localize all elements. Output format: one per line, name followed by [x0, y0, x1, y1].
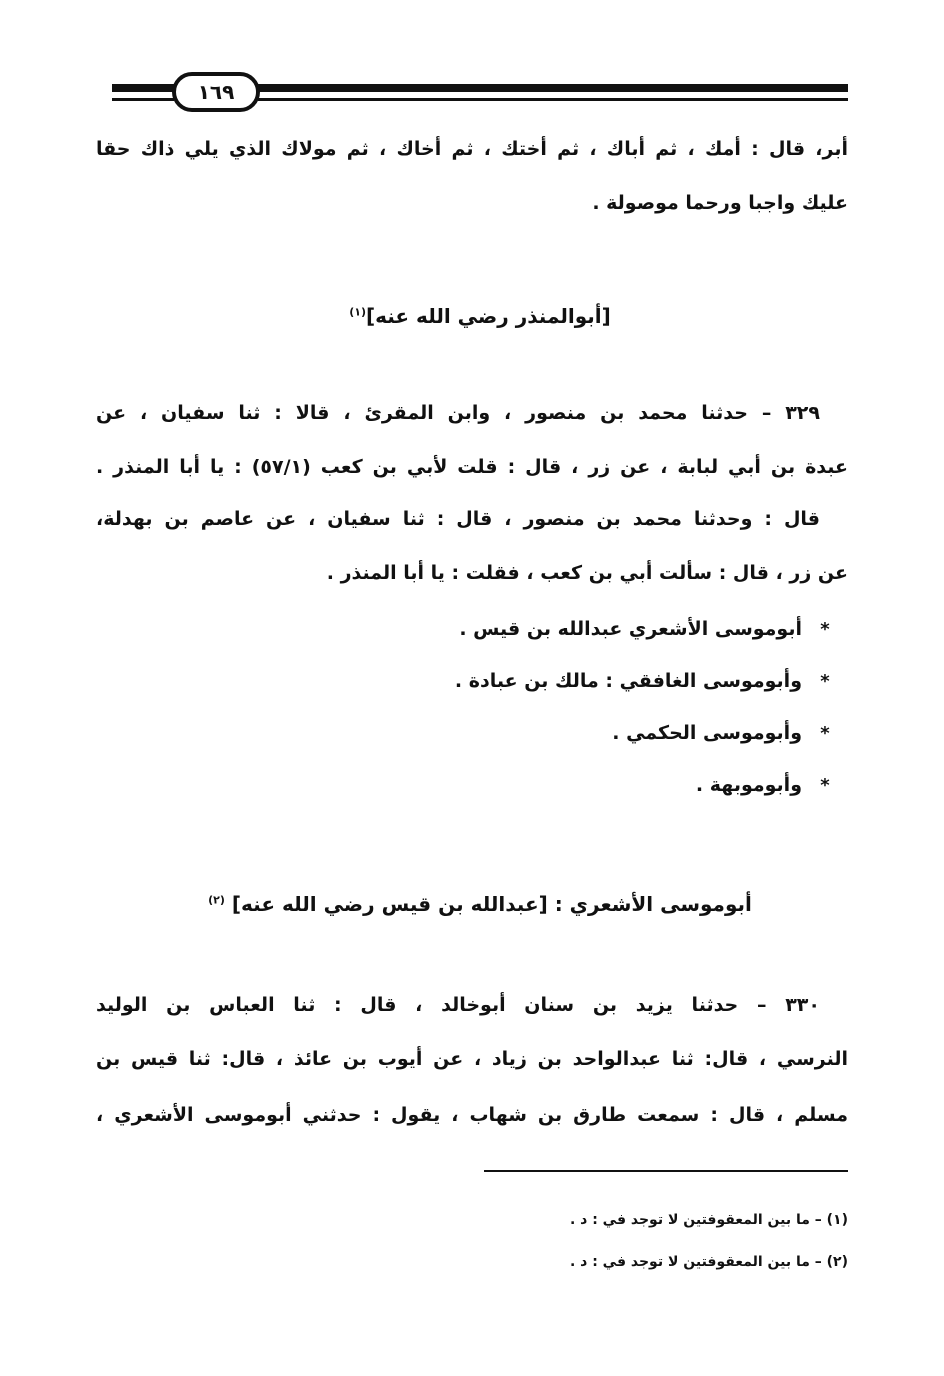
list-item	[96, 618, 848, 640]
header-rule-right	[258, 84, 848, 92]
para-329-line-2: عبدة بن أبي لبابة ، عن زر ، قال : قلت لأبي بن كعب (٥٧/١) : يا أبا المنذر .	[96, 456, 848, 478]
para-329-line-1: ٣٢٩ – حدثنا محمد بن منصور ، وابن المقرئ ، قالا : ثنا سفيان ، عن	[96, 402, 820, 424]
list-item	[96, 774, 848, 796]
section-1-note-ref: (١)	[349, 305, 366, 319]
para-330-line-2: النرسي ، قال: ثنا عبدالواحد بن زياد ، عن أيوب بن عائذ ، قال: ثنا قيس بن	[96, 1048, 848, 1070]
section-2-title: أبوموسى الأشعري : [عبدالله بن قيس رضي الله عنه]	[231, 892, 752, 916]
bullet-star-icon: *	[820, 775, 830, 796]
para-329b-line-1: قال : وحدثنا محمد بن منصور ، قال : ثنا سفيان ، عن عاصم بن بهدلة،	[96, 508, 820, 530]
section-1-heading	[112, 304, 848, 328]
section-1-title: [أبوالمنذر رضي الله عنه]	[366, 304, 611, 328]
list-item	[96, 670, 848, 692]
header-rule-left-thin	[112, 98, 174, 101]
footnote-2: (٢) – ما بين المعقوفتين لا توجد في : د .	[569, 1254, 848, 1270]
header-rule-right-thin	[258, 98, 848, 101]
intro-line-2: عليك واجبا ورحما موصولة .	[592, 192, 848, 214]
list-item-text: وأبوموسى الغافقي : مالك بن عبادة .	[454, 670, 802, 692]
page-number-text: ١٦٩	[197, 80, 235, 104]
footnote-divider	[484, 1170, 848, 1172]
list-item-text: وأبوموسى الحكمي .	[612, 722, 802, 744]
list-item-text: وأبوموبهة .	[695, 774, 802, 796]
bullet-star-icon: *	[820, 723, 830, 744]
bullet-star-icon: *	[820, 671, 830, 692]
list-item-text: أبوموسى الأشعري عبدالله بن قيس .	[459, 618, 802, 640]
intro-line-1: أبر، قال : أمك ، ثم أباك ، ثم أختك ، ثم أخاك ، ثم مولاك الذي يلي ذاك حقا	[96, 138, 848, 160]
para-329b-line-2: عن زر ، قال : سألت أبي بن كعب ، فقلت : يا أبا المنذر .	[326, 562, 848, 584]
header-rule-left	[112, 84, 174, 92]
list-item	[96, 722, 848, 744]
footnote-1: (١) – ما بين المعقوفتين لا توجد في : د .	[569, 1212, 848, 1228]
page-number	[172, 72, 260, 112]
section-2-heading	[112, 892, 848, 916]
bullet-star-icon: *	[820, 619, 830, 640]
para-330-line-1: ٣٣٠ – حدثنا يزيد بن سنان أبوخالد ، قال : ثنا العباس بن الوليد	[96, 994, 820, 1016]
section-2-note-ref: (٢)	[208, 893, 225, 907]
para-330-line-3: مسلم ، قال : سمعت طارق بن شهاب ، يقول : حدثني أبوموسى الأشعري ،	[96, 1104, 848, 1126]
